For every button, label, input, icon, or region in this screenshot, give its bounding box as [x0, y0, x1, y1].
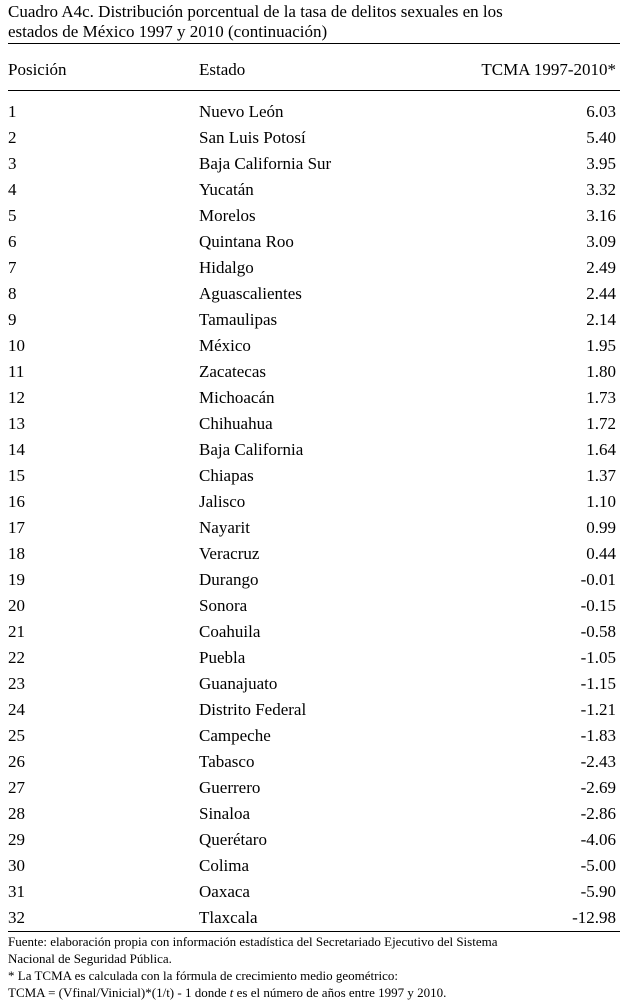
cell-tcma: 0.44 [586, 544, 616, 563]
cell-estado: Oaxaca [199, 882, 250, 901]
table-row [8, 593, 620, 619]
cell-estado: Colima [199, 856, 250, 875]
cell-tcma: 2.14 [586, 310, 616, 329]
cell-posicion: 7 [8, 258, 17, 277]
cell-estado: Coahuila [199, 622, 261, 641]
cell-estado: Tamaulipas [199, 310, 278, 329]
table-row [8, 307, 620, 333]
cell-tcma: 1.37 [586, 466, 616, 485]
cell-posicion: 30 [8, 856, 25, 875]
cell-posicion: 23 [8, 674, 25, 693]
cell-tcma: -4.06 [580, 830, 616, 849]
cell-tcma: 0.99 [586, 518, 616, 537]
cell-posicion: 5 [8, 206, 17, 225]
table-row [8, 723, 620, 749]
header-rule [8, 90, 620, 91]
cell-posicion: 19 [8, 570, 25, 589]
table-row [8, 333, 620, 359]
footnotes [8, 933, 620, 1001]
cell-posicion: 6 [8, 232, 17, 251]
table-row [8, 463, 620, 489]
table-row [8, 281, 620, 307]
cell-tcma: 3.09 [586, 232, 616, 251]
cell-estado: Nuevo León [199, 102, 284, 121]
cell-estado: Guerrero [199, 778, 261, 797]
cell-posicion: 18 [8, 544, 25, 563]
table-row [8, 827, 620, 853]
cell-estado: Aguascalientes [199, 284, 302, 303]
cell-posicion: 22 [8, 648, 25, 667]
table-row [8, 801, 620, 827]
table-row [8, 151, 620, 177]
cell-posicion: 1 [8, 102, 17, 121]
cell-posicion: 24 [8, 700, 25, 719]
cell-posicion: 2 [8, 128, 17, 147]
cell-tcma: -12.98 [572, 908, 616, 927]
cell-estado: Yucatán [199, 180, 254, 199]
table-title [8, 2, 620, 42]
cell-estado: Durango [199, 570, 259, 589]
cell-posicion: 31 [8, 882, 25, 901]
cell-estado: Chiapas [199, 466, 254, 485]
table-row [8, 567, 620, 593]
header-estado: Estado [199, 60, 246, 79]
cell-posicion: 26 [8, 752, 25, 771]
table-row [8, 541, 620, 567]
cell-posicion: 16 [8, 492, 25, 511]
cell-tcma: -1.05 [580, 648, 616, 667]
cell-estado: Tlaxcala [199, 908, 258, 927]
table-row [8, 229, 620, 255]
cell-tcma: -5.90 [580, 882, 616, 901]
cell-estado: Nayarit [199, 518, 250, 537]
cell-tcma: 2.49 [586, 258, 616, 277]
cell-estado: Hidalgo [199, 258, 254, 277]
source-note [8, 933, 620, 967]
table-row [8, 489, 620, 515]
cell-estado: Veracruz [199, 544, 260, 563]
cell-posicion: 17 [8, 518, 25, 537]
cell-tcma: 1.64 [586, 440, 616, 459]
cell-tcma: -2.43 [580, 752, 616, 771]
cell-posicion: 27 [8, 778, 25, 797]
cell-tcma: -5.00 [580, 856, 616, 875]
cell-posicion: 14 [8, 440, 25, 459]
cell-estado: Michoacán [199, 388, 275, 407]
cell-tcma: 3.16 [586, 206, 616, 225]
cell-posicion: 20 [8, 596, 25, 615]
table-row [8, 515, 620, 541]
cell-posicion: 15 [8, 466, 25, 485]
cell-estado: Baja California Sur [199, 154, 332, 173]
cell-estado: México [199, 336, 251, 355]
table-row [8, 99, 620, 125]
cell-posicion: 9 [8, 310, 17, 329]
cell-estado: San Luis Potosí [199, 128, 306, 147]
cell-posicion: 13 [8, 414, 25, 433]
cell-estado: Puebla [199, 648, 246, 667]
cell-tcma: -2.69 [580, 778, 616, 797]
table-row [8, 775, 620, 801]
table-row [8, 255, 620, 281]
cell-posicion: 32 [8, 908, 25, 927]
cell-posicion: 21 [8, 622, 25, 641]
cell-tcma: -2.86 [580, 804, 616, 823]
table-row [8, 879, 620, 905]
cell-tcma: -1.21 [580, 700, 616, 719]
cell-tcma: 3.95 [586, 154, 616, 173]
cell-tcma: 1.10 [586, 492, 616, 511]
table-row [8, 177, 620, 203]
cell-estado: Chihuahua [199, 414, 273, 433]
table-row [8, 385, 620, 411]
cell-estado: Querétaro [199, 830, 267, 849]
tcma-formula [8, 984, 620, 1001]
table-header [8, 44, 620, 90]
cell-posicion: 29 [8, 830, 25, 849]
table-row [8, 749, 620, 775]
cell-tcma: 6.03 [586, 102, 616, 121]
header-posicion: Posición [8, 60, 67, 79]
cell-tcma: 1.72 [586, 414, 616, 433]
table-row [8, 853, 620, 879]
table-title-line-2: estados de México 1997 y 2010 (continuación) [8, 22, 328, 41]
cell-estado: Sinaloa [199, 804, 250, 823]
cell-posicion: 25 [8, 726, 25, 745]
cell-estado: Sonora [199, 596, 248, 615]
cell-estado: Morelos [199, 206, 256, 225]
table-row [8, 203, 620, 229]
cell-tcma: 3.32 [586, 180, 616, 199]
table-row [8, 411, 620, 437]
cell-estado: Campeche [199, 726, 271, 745]
formula-prefix: TCMA = (Vfinal/Vinicial)*(1/t) - 1 donde [8, 985, 230, 1000]
table-body [8, 99, 620, 931]
cell-posicion: 10 [8, 336, 25, 355]
cell-tcma: 1.73 [586, 388, 616, 407]
table-document [8, 0, 620, 1001]
cell-tcma: -0.15 [580, 596, 616, 615]
cell-tcma: -1.83 [580, 726, 616, 745]
table-row [8, 359, 620, 385]
table-row [8, 697, 620, 723]
source-line-1: Fuente: elaboración propia con información estadística del Secretariado Ejecutivo del Sistema [8, 934, 498, 949]
cell-posicion: 8 [8, 284, 17, 303]
cell-posicion: 4 [8, 180, 17, 199]
table-row [8, 645, 620, 671]
cell-posicion: 3 [8, 154, 17, 173]
formula-variable: t [229, 985, 234, 1000]
cell-tcma: 5.40 [586, 128, 616, 147]
cell-posicion: 28 [8, 804, 25, 823]
cell-estado: Distrito Federal [199, 700, 307, 719]
cell-estado: Zacatecas [199, 362, 266, 381]
cell-estado: Jalisco [199, 492, 246, 511]
cell-estado: Guanajuato [199, 674, 278, 693]
table-row [8, 619, 620, 645]
cell-posicion: 12 [8, 388, 25, 407]
cell-tcma: -1.15 [580, 674, 616, 693]
cell-tcma: 1.95 [586, 336, 616, 355]
table-row [8, 125, 620, 151]
header-tcma: TCMA 1997-2010* [481, 60, 616, 79]
cell-tcma: 2.44 [586, 284, 616, 303]
table-title-line-1: Cuadro A4c. Distribución porcentual de la tasa de delitos sexuales en los [8, 2, 503, 21]
cell-tcma: -0.01 [580, 570, 616, 589]
table-row [8, 905, 620, 931]
cell-tcma: -0.58 [580, 622, 616, 641]
tcma-note: * La TCMA es calculada con la fórmula de crecimiento medio geométrico: [8, 968, 398, 983]
cell-estado: Tabasco [199, 752, 255, 771]
table-row [8, 437, 620, 463]
source-line-2: Nacional de Seguridad Pública. [8, 951, 172, 966]
cell-tcma: 1.80 [586, 362, 616, 381]
bottom-rule [8, 931, 620, 932]
cell-estado: Baja California [199, 440, 304, 459]
table-row [8, 671, 620, 697]
cell-estado: Quintana Roo [199, 232, 294, 251]
formula-suffix: es el número de años entre 1997 y 2010. [233, 985, 447, 1000]
cell-posicion: 11 [8, 362, 25, 381]
